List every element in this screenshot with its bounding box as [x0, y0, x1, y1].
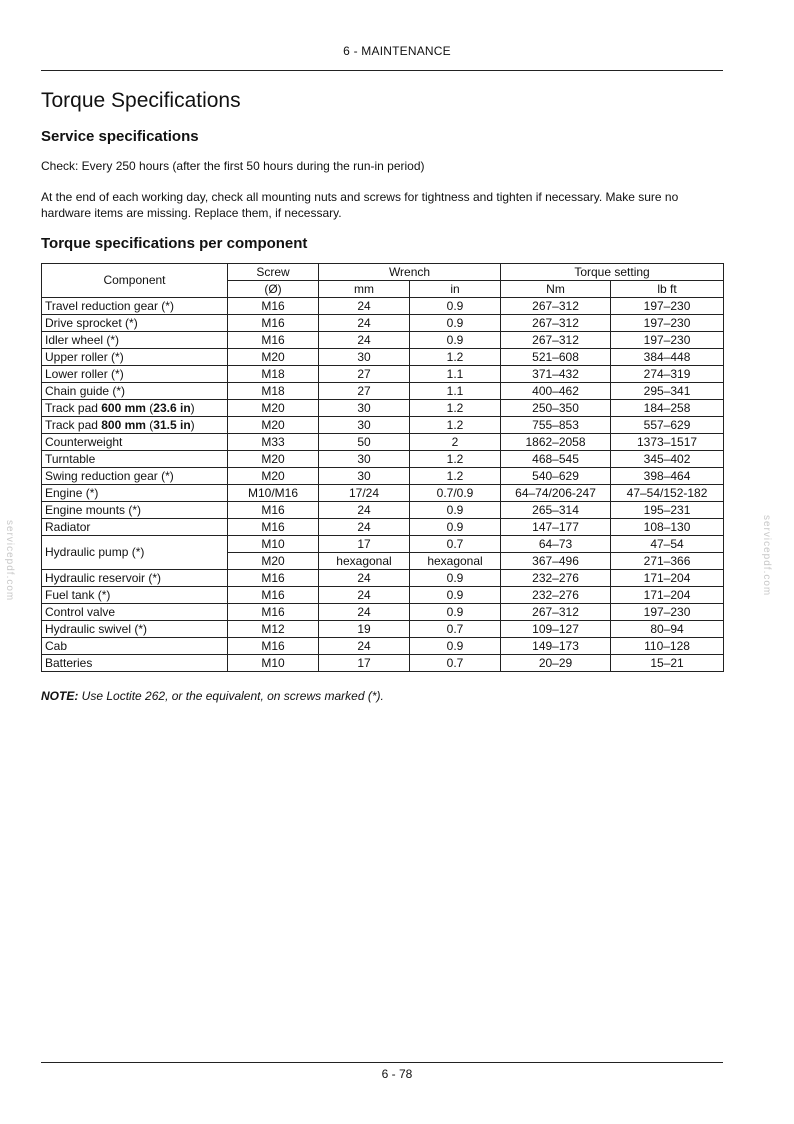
table-row	[42, 536, 724, 553]
cell-component: Hydraulic swivel (*)	[42, 621, 228, 638]
cell-component: Chain guide (*)	[42, 383, 228, 400]
cell-screw: M16	[228, 298, 319, 315]
cell-in: 0.7	[410, 621, 501, 638]
cell-nm: 265–314	[501, 502, 611, 519]
table-row	[42, 570, 724, 587]
table-row	[42, 349, 724, 366]
cell-lbft: 195–231	[611, 502, 724, 519]
cell-nm: 367–496	[501, 553, 611, 570]
header-nm: Nm	[501, 281, 611, 298]
cell-screw: M16	[228, 587, 319, 604]
cell-mm: 27	[319, 366, 410, 383]
page-title: Torque Specifications	[41, 89, 241, 112]
cell-screw: M33	[228, 434, 319, 451]
cell-component: Travel reduction gear (*)	[42, 298, 228, 315]
cell-nm: 267–312	[501, 298, 611, 315]
cell-mm: 24	[319, 315, 410, 332]
component-metric: 800 mm	[101, 417, 146, 432]
cell-in: hexagonal	[410, 553, 501, 570]
cell-mm: 30	[319, 468, 410, 485]
cell-screw: M16	[228, 502, 319, 519]
cell-component: Counterweight	[42, 434, 228, 451]
cell-in: 1.2	[410, 417, 501, 434]
cell-nm: 250–350	[501, 400, 611, 417]
cell-in: 1.2	[410, 468, 501, 485]
header-torque: Torque setting	[501, 264, 724, 281]
header-wrench: Wrench	[319, 264, 501, 281]
header-component: Component	[42, 264, 228, 298]
cell-in: 0.9	[410, 315, 501, 332]
cell-component: Engine (*)	[42, 485, 228, 502]
cell-screw: M16	[228, 638, 319, 655]
cell-mm: 30	[319, 400, 410, 417]
cell-lbft: 197–230	[611, 298, 724, 315]
cell-lbft: 47–54/152-182	[611, 485, 724, 502]
cell-in: 1.1	[410, 366, 501, 383]
cell-lbft: 184–258	[611, 400, 724, 417]
header-diameter: (Ø)	[228, 281, 319, 298]
footer-rule	[41, 1062, 723, 1063]
cell-nm: 371–432	[501, 366, 611, 383]
cell-nm: 64–73	[501, 536, 611, 553]
cell-mm: 19	[319, 621, 410, 638]
table-row	[42, 315, 724, 332]
table-header-row	[42, 264, 724, 281]
cell-component: Hydraulic reservoir (*)	[42, 570, 228, 587]
cell-mm: 24	[319, 604, 410, 621]
cell-in: 0.9	[410, 502, 501, 519]
component-paren-close: )	[190, 417, 195, 432]
service-heading: Service specifications	[41, 128, 199, 145]
cell-nm: 109–127	[501, 621, 611, 638]
cell-mm: 24	[319, 298, 410, 315]
cell-mm: 24	[319, 570, 410, 587]
cell-screw: M20	[228, 553, 319, 570]
cell-mm: 24	[319, 638, 410, 655]
cell-screw: M10	[228, 536, 319, 553]
cell-nm: 149–173	[501, 638, 611, 655]
cell-screw: M20	[228, 349, 319, 366]
cell-lbft: 1373–1517	[611, 434, 724, 451]
component-prefix: Track pad	[45, 400, 102, 415]
table-row	[42, 400, 724, 417]
table-row	[42, 621, 724, 638]
cell-nm: 64–74/206-247	[501, 485, 611, 502]
cell-screw: M20	[228, 400, 319, 417]
cell-in: 1.2	[410, 451, 501, 468]
cell-nm: 232–276	[501, 570, 611, 587]
cell-component: Idler wheel (*)	[42, 332, 228, 349]
table-heading: Torque specifications per component	[41, 235, 308, 252]
cell-mm: 30	[319, 349, 410, 366]
cell-mm: 17	[319, 655, 410, 672]
cell-component: Cab	[42, 638, 228, 655]
table-row	[42, 519, 724, 536]
cell-component: Lower roller (*)	[42, 366, 228, 383]
table-row	[42, 366, 724, 383]
table-row	[42, 383, 724, 400]
table-row	[42, 468, 724, 485]
cell-in: 0.9	[410, 604, 501, 621]
cell-lbft: 271–366	[611, 553, 724, 570]
cell-lbft: 47–54	[611, 536, 724, 553]
cell-in: 0.9	[410, 332, 501, 349]
cell-lbft: 108–130	[611, 519, 724, 536]
cell-screw: M16	[228, 604, 319, 621]
header-rule	[41, 70, 723, 71]
cell-component: Batteries	[42, 655, 228, 672]
cell-component: Engine mounts (*)	[42, 502, 228, 519]
cell-lbft: 345–402	[611, 451, 724, 468]
cell-component	[42, 417, 228, 434]
cell-lbft: 557–629	[611, 417, 724, 434]
service-paragraph: At the end of each working day, check all mounting nuts and screws for tightness and tighten if necessary. Make sure no hardware items are missing. Replace them, if necessary.	[41, 190, 679, 220]
table-row	[42, 485, 724, 502]
cell-in: 0.9	[410, 570, 501, 587]
cell-screw: M16	[228, 570, 319, 587]
cell-component: Fuel tank (*)	[42, 587, 228, 604]
cell-screw: M16	[228, 315, 319, 332]
cell-lbft: 398–464	[611, 468, 724, 485]
table-row	[42, 638, 724, 655]
cell-in: 0.9	[410, 587, 501, 604]
cell-nm: 540–629	[501, 468, 611, 485]
component-imperial: 31.5 in	[153, 417, 191, 432]
cell-nm: 1862–2058	[501, 434, 611, 451]
cell-lbft: 110–128	[611, 638, 724, 655]
cell-in: 0.7/0.9	[410, 485, 501, 502]
cell-screw: M18	[228, 383, 319, 400]
cell-screw: M20	[228, 417, 319, 434]
cell-screw: M16	[228, 332, 319, 349]
table-row	[42, 655, 724, 672]
table-row	[42, 587, 724, 604]
cell-nm: 147–177	[501, 519, 611, 536]
table-row	[42, 434, 724, 451]
cell-nm: 400–462	[501, 383, 611, 400]
cell-screw: M20	[228, 468, 319, 485]
page-number: 6 - 78	[381, 1067, 413, 1081]
table-row	[42, 502, 724, 519]
cell-in: 0.9	[410, 519, 501, 536]
cell-lbft: 171–204	[611, 587, 724, 604]
cell-screw: M18	[228, 366, 319, 383]
note-text: Use Loctite 262, or the equivalent, on screws marked (*).	[78, 689, 384, 703]
cell-lbft: 171–204	[611, 570, 724, 587]
cell-screw: M10	[228, 655, 319, 672]
component-paren-close: )	[190, 400, 195, 415]
cell-mm: 17/24	[319, 485, 410, 502]
cell-mm: 50	[319, 434, 410, 451]
cell-lbft: 197–230	[611, 332, 724, 349]
cell-nm: 468–545	[501, 451, 611, 468]
table-row	[42, 604, 724, 621]
cell-component: Control valve	[42, 604, 228, 621]
cell-in: 1.2	[410, 400, 501, 417]
cell-mm: 27	[319, 383, 410, 400]
cell-mm: 30	[319, 451, 410, 468]
cell-in: 0.9	[410, 298, 501, 315]
cell-component: Hydraulic pump (*)	[42, 536, 228, 570]
cell-in: 1.1	[410, 383, 501, 400]
cell-in: 2	[410, 434, 501, 451]
cell-screw: M16	[228, 519, 319, 536]
cell-mm: 24	[319, 519, 410, 536]
cell-nm: 521–608	[501, 349, 611, 366]
cell-in: 1.2	[410, 349, 501, 366]
check-interval: Check: Every 250 hours (after the first 50 hours during the run-in period)	[41, 159, 425, 173]
page-header: 6 - MAINTENANCE	[343, 44, 451, 58]
torque-table	[41, 263, 724, 672]
cell-nm: 755–853	[501, 417, 611, 434]
cell-screw: M20	[228, 451, 319, 468]
cell-lbft: 80–94	[611, 621, 724, 638]
component-metric: 600 mm	[101, 400, 146, 415]
cell-component: Turntable	[42, 451, 228, 468]
loctite-note	[41, 689, 384, 703]
cell-mm: 24	[319, 332, 410, 349]
cell-mm: hexagonal	[319, 553, 410, 570]
note-label: NOTE:	[41, 689, 79, 703]
cell-mm: 24	[319, 587, 410, 604]
component-paren-open: (	[145, 417, 154, 432]
cell-mm: 17	[319, 536, 410, 553]
table-row	[42, 417, 724, 434]
cell-component	[42, 400, 228, 417]
cell-component: Swing reduction gear (*)	[42, 468, 228, 485]
header-in: in	[410, 281, 501, 298]
cell-nm: 20–29	[501, 655, 611, 672]
cell-screw: M12	[228, 621, 319, 638]
component-imperial: 23.6 in	[153, 400, 191, 415]
cell-screw: M10/M16	[228, 485, 319, 502]
cell-mm: 24	[319, 502, 410, 519]
cell-in: 0.7	[410, 655, 501, 672]
cell-lbft: 15–21	[611, 655, 724, 672]
component-prefix: Track pad	[45, 417, 102, 432]
cell-in: 0.9	[410, 638, 501, 655]
header-mm: mm	[319, 281, 410, 298]
cell-lbft: 197–230	[611, 604, 724, 621]
cell-lbft: 197–230	[611, 315, 724, 332]
cell-nm: 267–312	[501, 315, 611, 332]
cell-lbft: 295–341	[611, 383, 724, 400]
watermark-right: servicepdf.com	[761, 515, 772, 597]
cell-component: Radiator	[42, 519, 228, 536]
table-row	[42, 332, 724, 349]
table-row	[42, 451, 724, 468]
cell-nm: 267–312	[501, 604, 611, 621]
header-screw: Screw	[228, 264, 319, 281]
header-lbft: lb ft	[611, 281, 724, 298]
cell-lbft: 384–448	[611, 349, 724, 366]
cell-component: Upper roller (*)	[42, 349, 228, 366]
watermark-left: servicepdf.com	[4, 520, 15, 602]
cell-lbft: 274–319	[611, 366, 724, 383]
cell-component: Drive sprocket (*)	[42, 315, 228, 332]
component-paren-open: (	[145, 400, 154, 415]
table-row	[42, 298, 724, 315]
cell-mm: 30	[319, 417, 410, 434]
cell-in: 0.7	[410, 536, 501, 553]
cell-nm: 232–276	[501, 587, 611, 604]
cell-nm: 267–312	[501, 332, 611, 349]
